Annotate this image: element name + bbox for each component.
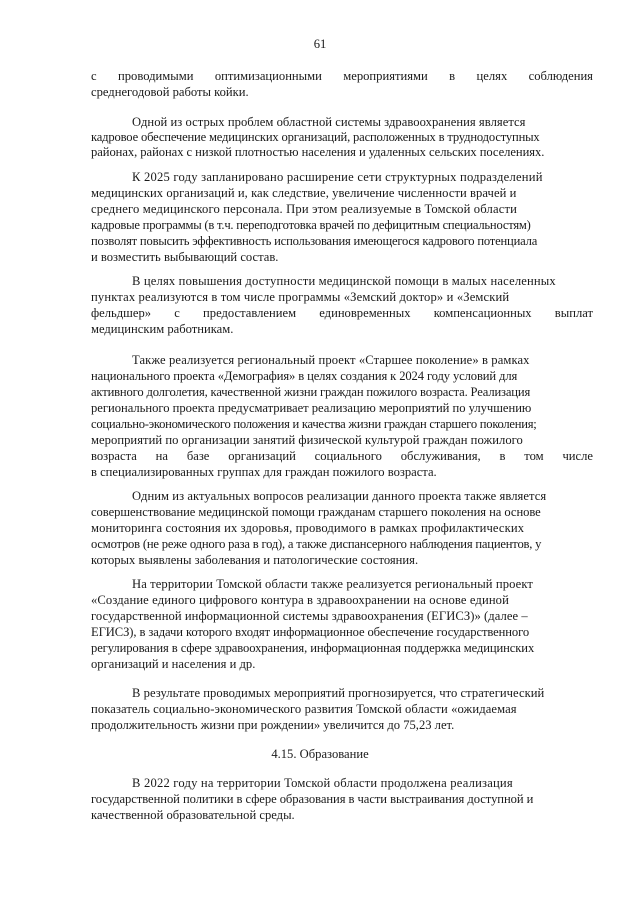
text-line: мероприятий по организации занятий физической культурой граждан пожилого (91, 433, 523, 447)
word: мероприятиями (343, 69, 428, 83)
text-line: осмотров (не реже одного раза в год), а также диспансерного наблюдения пациентов, у (91, 537, 542, 551)
text-line: национального проекта «Демография» в целях создания к 2024 году условий для (91, 369, 518, 383)
text-line: государственной политики в сфере образования в части выстраивания доступной и (91, 792, 534, 806)
text-line: регулирования в сфере здравоохранения, информационная поддержка медицинских (91, 641, 535, 655)
text-line: В результате проводимых мероприятий прогнозируется, что стратегический (132, 686, 545, 700)
word: с (174, 306, 180, 320)
text-line: Одной из острых проблем областной системы здравоохранения является (132, 115, 526, 129)
text-line: мониторинга состояния их здоровья, проводимого в рамках профилактических (91, 521, 525, 535)
page-number: 61 (313, 37, 327, 51)
text-line: кадровые программы (в т.ч. переподготовка врачей по дефицитным специальностям) (91, 218, 531, 232)
word: предоставлением (203, 306, 297, 320)
word: с (91, 69, 97, 83)
word: оптимизационными (214, 69, 322, 83)
text-line: На территории Томской области также реализуется региональный проект (132, 577, 533, 591)
text-line: позволят повысить эффективность использования имеющегося кадрового потенциала (91, 234, 538, 248)
section-heading: 4.15. Образование (271, 747, 369, 761)
text-line: Одним из актуальных вопросов реализации данного проекта также является (132, 489, 547, 503)
word: в (499, 449, 506, 463)
text-line: в специализированных группах для граждан пожилого возраста. (91, 465, 437, 479)
word: компенсационных (433, 306, 532, 320)
word: соблюдения (528, 69, 593, 83)
text-line: и возместить выбывающий состав. (91, 250, 279, 264)
word: единовременных (319, 306, 411, 320)
word: на (155, 449, 169, 463)
word: целях (476, 69, 508, 83)
word: обслуживания, (400, 449, 481, 463)
text-line: ЕГИСЗ), в задачи которого входят информационное обеспечение государственного (91, 625, 530, 639)
text-line: государственной информационной системы здравоохранения (ЕГИСЗ)» (далее – (91, 609, 528, 623)
text-line: социально-экономического положения и качества жизни граждан старшего поколения; (91, 417, 537, 431)
word: в (449, 69, 456, 83)
word: фельдшер» (91, 306, 152, 320)
word: проводимыми (118, 69, 194, 83)
text-line (91, 449, 593, 464)
text-line: кадровое обеспечение медицинских организаций, расположенных в труднодоступных (91, 130, 540, 144)
text-line: медицинским работникам. (91, 322, 234, 336)
text-line: среднегодовой работы койки. (91, 85, 249, 99)
text-line: совершенствование медицинской помощи гражданам старшего поколения на основе (91, 505, 541, 519)
text-line: активного долголетия, качественной жизни граждан пожилого возраста. Реализация (91, 385, 531, 399)
text-line: «Создание единого цифрового контура в здравоохранении на основе единой (91, 593, 509, 607)
text-line: продолжительность жизни при рождении» увеличится до 75,23 лет. (91, 718, 455, 732)
word: выплат (554, 306, 593, 320)
word: том (524, 449, 544, 463)
text-line: К 2025 году запланировано расширение сети структурных подразделений (132, 170, 543, 184)
text-line: В 2022 году на территории Томской области продолжена реализация (132, 776, 513, 790)
text-line: медицинских организаций и, как следствие, увеличение численности врачей и (91, 186, 517, 200)
text-line: организаций и населения и др. (91, 657, 256, 671)
text-line: показатель социально-экономического развития Томской области «ожидаемая (91, 702, 517, 716)
text-line: В целях повышения доступности медицинской помощи в малых населенных (132, 274, 556, 288)
text-line: регионального проекта предусматривает реализацию мероприятий по улучшению (91, 401, 532, 415)
word: организаций (228, 449, 296, 463)
text-line (91, 306, 593, 321)
text-line: Также реализуется региональный проект «Старшее поколение» в рамках (132, 353, 530, 367)
text-line (91, 69, 593, 84)
text-line: качественной образовательной среды. (91, 808, 295, 822)
word: социального (314, 449, 382, 463)
text-line: районах, районах с низкой плотностью населения и удаленных сельских поселениях. (91, 145, 545, 159)
word: базе (186, 449, 210, 463)
text-line: которых выявлены заболевания и патологические состояния. (91, 553, 419, 567)
word: возраста (91, 449, 137, 463)
text-line: пунктах реализуются в том числе программы «Земский доктор» и «Земский (91, 290, 510, 304)
text-line: среднего медицинского персонала. При этом реализуемые в Томской области (91, 202, 518, 216)
word: числе (562, 449, 593, 463)
